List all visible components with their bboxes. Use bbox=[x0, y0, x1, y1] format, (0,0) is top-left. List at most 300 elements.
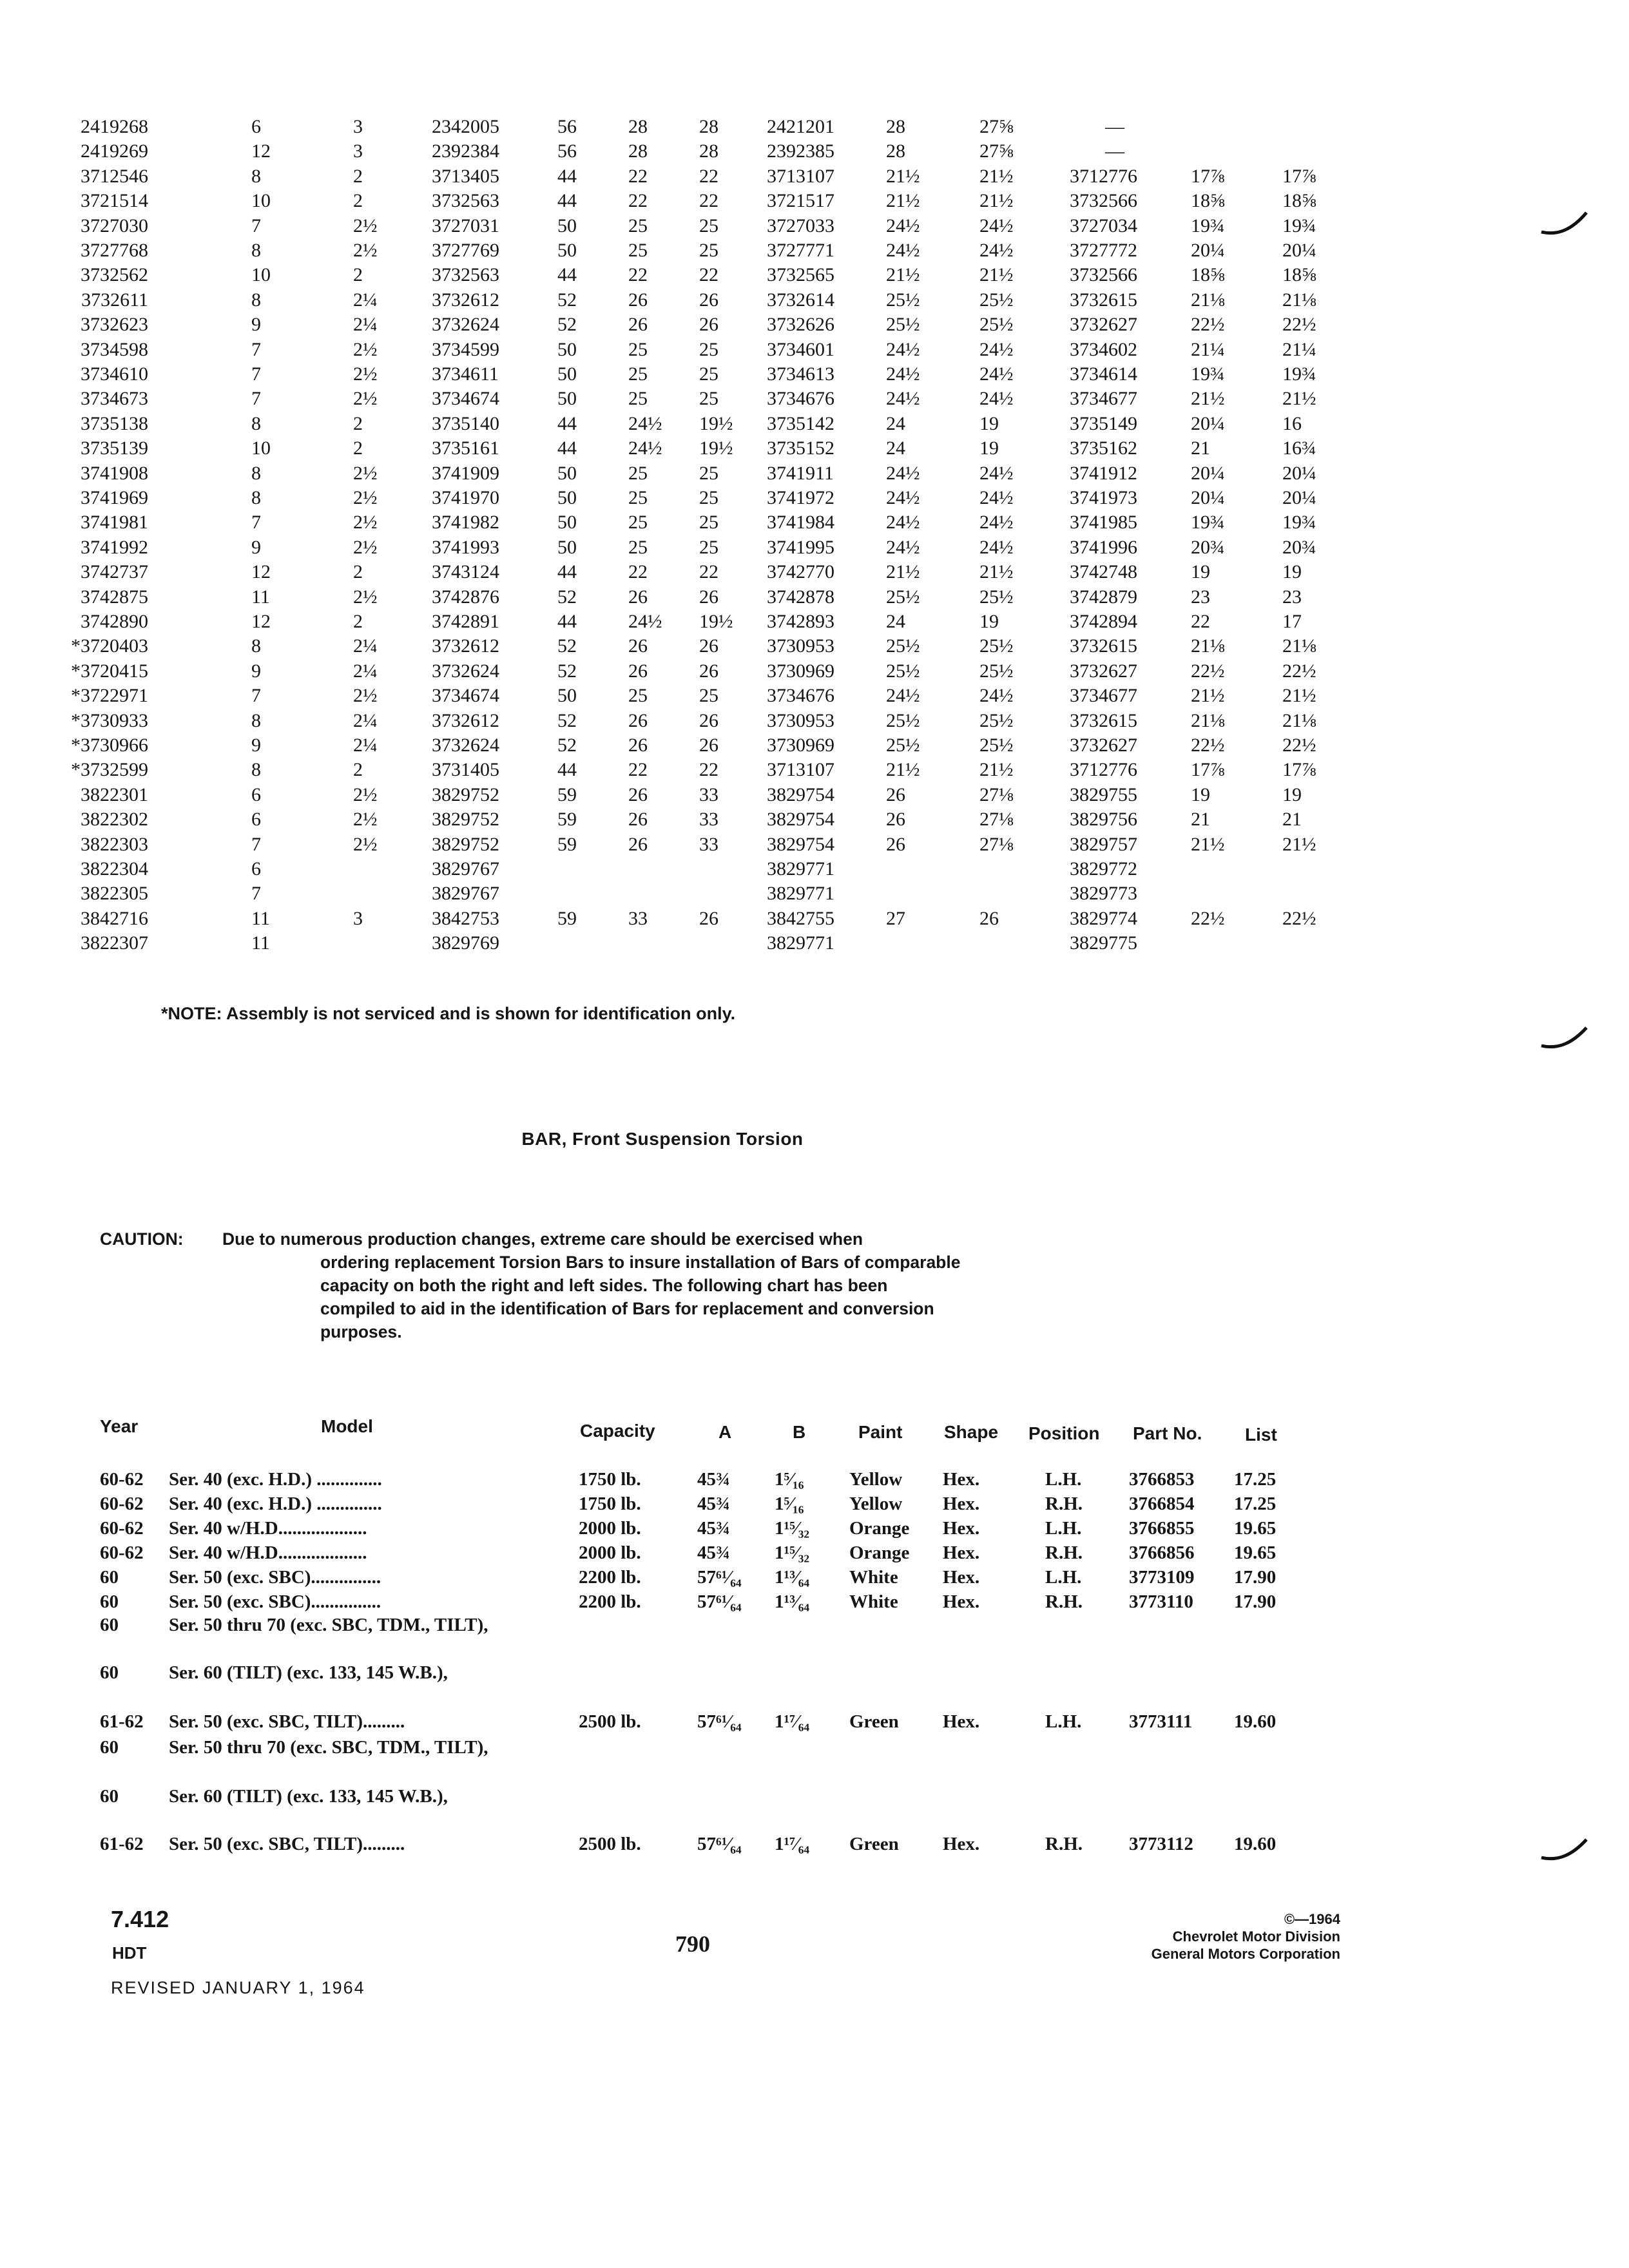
cell-part-no: 3766856 bbox=[1129, 1542, 1195, 1563]
cell-position: L.H. bbox=[1045, 1711, 1082, 1732]
cell-teeth-count: 12 bbox=[251, 611, 271, 632]
cell-d-dim-2: 23 bbox=[1282, 586, 1302, 608]
cell-b-teeth: 52 bbox=[557, 660, 577, 682]
cell-capacity: 2200 lb. bbox=[579, 1591, 641, 1612]
cell-list: 19.60 bbox=[1234, 1711, 1277, 1732]
cell-pitch: 2 bbox=[353, 165, 363, 187]
cell-part-no-b: 3829767 bbox=[432, 883, 499, 905]
cell-part-no-d: 3734614 bbox=[1070, 363, 1137, 385]
cell-dim-a: 57⁶¹⁄₆₄ bbox=[697, 1711, 742, 1732]
cell-dim-b: 1¹⁷⁄₆₄ bbox=[775, 1711, 810, 1732]
cell-paint: Green bbox=[849, 1711, 899, 1732]
cell-c-dim-2: 27⅛ bbox=[979, 783, 1014, 805]
cell-c-dim-2: 24½ bbox=[979, 685, 1014, 707]
cell-part-no-b: 3713405 bbox=[432, 165, 499, 187]
cell-b-dim-1: 24½ bbox=[628, 611, 662, 632]
cell-c-dim-1: 26 bbox=[886, 783, 905, 805]
cell-b-dim-2: 26 bbox=[699, 709, 718, 731]
cell-shape: Hex. bbox=[943, 1518, 980, 1539]
cell-c-dim-2: 25½ bbox=[979, 314, 1014, 336]
cell-pitch: 2 bbox=[353, 437, 363, 459]
cell-c-dim-1: 21½ bbox=[886, 759, 920, 781]
cell-paint: Yellow bbox=[849, 1469, 903, 1490]
cell-part-no-b: 3741982 bbox=[432, 512, 499, 533]
cell-b-dim-2: 19½ bbox=[699, 611, 733, 632]
cell-part-no-d: 3735149 bbox=[1070, 412, 1137, 434]
cell-c-dim-1: 25½ bbox=[886, 635, 920, 657]
cell-part-no-d: 3742748 bbox=[1070, 561, 1137, 583]
cell-part-no-d: 3727772 bbox=[1070, 240, 1137, 261]
cell-b-teeth: 52 bbox=[557, 709, 577, 731]
cell-dim-a: 57⁶¹⁄₆₄ bbox=[697, 1591, 742, 1612]
cell-position: R.H. bbox=[1045, 1542, 1083, 1563]
cell-b-teeth: 50 bbox=[557, 536, 577, 558]
cell-teeth-count: 8 bbox=[251, 487, 261, 508]
cell-d-dim-2: 20¼ bbox=[1282, 240, 1316, 261]
cell-part-no-d: 3741973 bbox=[1070, 487, 1137, 508]
cell-d-dim-1: 21⅛ bbox=[1191, 635, 1225, 657]
cell-teeth-count: 8 bbox=[251, 709, 261, 731]
cell-d-dim-2: 21½ bbox=[1282, 685, 1316, 707]
cell-part-no-b: 3732612 bbox=[432, 635, 499, 657]
cell-model: Ser. 60 (TILT) (exc. 133, 145 W.B.), bbox=[169, 1662, 448, 1683]
cell-d-dim-1: 21½ bbox=[1191, 388, 1225, 410]
cell-paint: Orange bbox=[849, 1542, 910, 1563]
cell-shape: Hex. bbox=[943, 1567, 980, 1588]
cell-b-dim-1: 26 bbox=[628, 735, 648, 756]
revision-date: REVISED JANUARY 1, 1964 bbox=[111, 1978, 365, 1997]
cell-part-no-c: 3741984 bbox=[767, 512, 834, 533]
cell-assembly-part-no: 3741908 bbox=[81, 462, 148, 484]
cell-pitch: 2½ bbox=[353, 363, 378, 385]
cell-part-no-d: 3732627 bbox=[1070, 314, 1137, 336]
cell-b-dim-1: 26 bbox=[628, 809, 648, 831]
cell-part-no-c: 3732565 bbox=[767, 264, 834, 286]
cell-assembly-part-no: 2419269 bbox=[81, 140, 148, 162]
cell-b-teeth: 50 bbox=[557, 388, 577, 410]
cell-b-teeth: 59 bbox=[557, 833, 577, 855]
cell-list: 19.65 bbox=[1234, 1542, 1277, 1563]
cell-c-dim-1: 24½ bbox=[886, 215, 920, 236]
cell-c-dim-2: 24½ bbox=[979, 462, 1014, 484]
cell-b-teeth: 59 bbox=[557, 907, 577, 929]
cell-teeth-count: 9 bbox=[251, 735, 261, 756]
cell-part-no-c: 3730953 bbox=[767, 635, 834, 657]
cell-c-dim-1: 24½ bbox=[886, 536, 920, 558]
cell-part-no-b: 2342005 bbox=[432, 116, 499, 137]
cell-b-dim-2: 26 bbox=[699, 314, 718, 336]
cell-b-dim-2: 22 bbox=[699, 190, 718, 212]
cell-d-dim-1: 21½ bbox=[1191, 833, 1225, 855]
cell-part-no-d: 3732615 bbox=[1070, 289, 1137, 311]
cell-pitch: 2½ bbox=[353, 809, 378, 831]
cell-assembly-part-no: 3822304 bbox=[81, 858, 148, 879]
cell-b-dim-1: 26 bbox=[628, 660, 648, 682]
cell-part-no: 3773112 bbox=[1129, 1834, 1193, 1854]
cell-d-dim-1: 20¼ bbox=[1191, 487, 1225, 508]
cell-part-no-b: 3742891 bbox=[432, 611, 499, 632]
cell-b-dim-2: 19½ bbox=[699, 412, 733, 434]
cell-d-dim-1: 20¼ bbox=[1191, 462, 1225, 484]
cell-pitch: 2¼ bbox=[353, 314, 378, 336]
cell-part-no-c: 3730969 bbox=[767, 735, 834, 756]
cell-part-no-d: 3742879 bbox=[1070, 586, 1137, 608]
cell-part-no-c: 3742893 bbox=[767, 611, 834, 632]
division-name: Chevrolet Motor Division bbox=[1172, 1928, 1340, 1945]
cell-part-no-d: — bbox=[1105, 116, 1124, 137]
cell-dim-a: 45¾ bbox=[697, 1494, 730, 1514]
cell-pitch: 2¼ bbox=[353, 709, 378, 731]
cell-c-dim-2: 25½ bbox=[979, 660, 1014, 682]
cell-c-dim-2: 21½ bbox=[979, 759, 1014, 781]
cell-dim-b: 1⁵⁄₁₆ bbox=[775, 1494, 804, 1514]
cell-assembly-part-no: 3735138 bbox=[81, 412, 148, 434]
cell-b-teeth: 52 bbox=[557, 635, 577, 657]
cell-c-dim-1: 24½ bbox=[886, 363, 920, 385]
cell-b-teeth: 44 bbox=[557, 561, 577, 583]
cell-shape: Hex. bbox=[943, 1591, 980, 1612]
col-header-list: List bbox=[1245, 1425, 1277, 1445]
cell-d-dim-1: 21¼ bbox=[1191, 338, 1225, 360]
cell-assembly-part-no: 3742890 bbox=[81, 611, 148, 632]
cell-b-dim-1: 25 bbox=[628, 338, 648, 360]
cell-c-dim-2: 19 bbox=[979, 611, 999, 632]
cell-list: 17.25 bbox=[1234, 1494, 1277, 1514]
cell-part-no-b: 3732612 bbox=[432, 289, 499, 311]
cell-part-no-c: 3829771 bbox=[767, 883, 834, 905]
cell-pitch: 2½ bbox=[353, 536, 378, 558]
cell-part-no: 3773109 bbox=[1129, 1567, 1195, 1588]
cell-c-dim-2: 19 bbox=[979, 412, 999, 434]
cell-b-dim-2: 28 bbox=[699, 116, 718, 137]
cell-assembly-part-no: 3732623 bbox=[81, 314, 148, 336]
cell-part-no-b: 3743124 bbox=[432, 561, 499, 583]
cell-c-dim-2: 21½ bbox=[979, 190, 1014, 212]
cell-part-no-b: 3732624 bbox=[432, 314, 499, 336]
cell-assembly-part-no: 3732562 bbox=[81, 264, 148, 286]
cell-c-dim-1: 24½ bbox=[886, 240, 920, 261]
cell-part-no-c: 3713107 bbox=[767, 165, 834, 187]
cell-c-dim-1: 24½ bbox=[886, 462, 920, 484]
cell-c-dim-2: 24½ bbox=[979, 487, 1014, 508]
cell-dim-a: 45¾ bbox=[697, 1542, 730, 1563]
cell-d-dim-2: 21½ bbox=[1282, 388, 1316, 410]
cell-part-no-d: 3732627 bbox=[1070, 660, 1137, 682]
cell-part-no-c: 3734676 bbox=[767, 685, 834, 707]
cell-d-dim-1: 20¾ bbox=[1191, 536, 1225, 558]
cell-paint: Orange bbox=[849, 1518, 910, 1539]
cell-part-no-b: 3741970 bbox=[432, 487, 499, 508]
cell-dim-a: 57⁶¹⁄₆₄ bbox=[697, 1834, 742, 1854]
cell-b-dim-2: 25 bbox=[699, 240, 718, 261]
cell-teeth-count: 8 bbox=[251, 412, 261, 434]
cell-assembly-part-no: *3732599 bbox=[71, 759, 148, 781]
cell-part-no-b: 2392384 bbox=[432, 140, 499, 162]
cell-c-dim-1: 24½ bbox=[886, 487, 920, 508]
cell-pitch: 3 bbox=[353, 907, 363, 929]
cell-part-no-c: 3741911 bbox=[767, 462, 834, 484]
cell-c-dim-2: 24½ bbox=[979, 215, 1014, 236]
cell-d-dim-2: 16¾ bbox=[1282, 437, 1316, 459]
cell-teeth-count: 11 bbox=[251, 907, 270, 929]
cell-c-dim-1: 27 bbox=[886, 907, 905, 929]
cell-c-dim-1: 26 bbox=[886, 833, 905, 855]
cell-b-teeth: 52 bbox=[557, 735, 577, 756]
cell-teeth-count: 7 bbox=[251, 363, 261, 385]
cell-part-no: 3766854 bbox=[1129, 1494, 1195, 1514]
cell-b-dim-1: 26 bbox=[628, 314, 648, 336]
cell-d-dim-1: 21⅛ bbox=[1191, 289, 1225, 311]
cell-year: 61-62 bbox=[100, 1711, 144, 1732]
cell-d-dim-1: 18⅝ bbox=[1191, 264, 1225, 286]
cell-teeth-count: 6 bbox=[251, 116, 261, 137]
cell-teeth-count: 6 bbox=[251, 858, 261, 879]
cell-teeth-count: 6 bbox=[251, 809, 261, 831]
cell-dim-b: 1¹³⁄₆₄ bbox=[775, 1567, 810, 1588]
cell-pitch: 2 bbox=[353, 561, 363, 583]
cell-shape: Hex. bbox=[943, 1834, 980, 1854]
cell-teeth-count: 8 bbox=[251, 165, 261, 187]
cell-year: 61-62 bbox=[100, 1834, 144, 1854]
cell-part-no-b: 3734674 bbox=[432, 685, 499, 707]
cell-part-no-c: 3730969 bbox=[767, 660, 834, 682]
cell-year: 60-62 bbox=[100, 1494, 144, 1514]
section-sub: HDT bbox=[112, 1943, 147, 1963]
cell-part-no: 3773110 bbox=[1129, 1591, 1193, 1612]
cell-b-dim-1: 24½ bbox=[628, 412, 662, 434]
cell-part-no-d: 3829772 bbox=[1070, 858, 1137, 879]
cell-c-dim-1: 24 bbox=[886, 437, 905, 459]
cell-b-dim-1: 25 bbox=[628, 462, 648, 484]
caution-line: ordering replacement Torsion Bars to insure installation of Bars of comparable bbox=[320, 1253, 961, 1272]
cell-b-dim-2: 22 bbox=[699, 561, 718, 583]
cell-year: 60-62 bbox=[100, 1518, 144, 1539]
cell-c-dim-2: 19 bbox=[979, 437, 999, 459]
cell-b-teeth: 44 bbox=[557, 264, 577, 286]
cell-shape: Hex. bbox=[943, 1711, 980, 1732]
cell-dim-a: 57⁶¹⁄₆₄ bbox=[697, 1567, 742, 1588]
cell-b-dim-2: 33 bbox=[699, 783, 718, 805]
cell-part-no-d: 3712776 bbox=[1070, 759, 1137, 781]
cell-b-dim-2: 26 bbox=[699, 586, 718, 608]
cell-b-dim-1: 26 bbox=[628, 833, 648, 855]
cell-teeth-count: 11 bbox=[251, 932, 270, 954]
cell-year: 60 bbox=[100, 1662, 119, 1683]
col-header-model: Model bbox=[321, 1416, 373, 1436]
cell-c-dim-1: 28 bbox=[886, 140, 905, 162]
cell-paint: White bbox=[849, 1567, 898, 1588]
cell-list: 17.90 bbox=[1234, 1591, 1277, 1612]
cell-part-no-d: — bbox=[1105, 140, 1124, 162]
cell-part-no-d: 3734677 bbox=[1070, 685, 1137, 707]
cell-shape: Hex. bbox=[943, 1469, 980, 1490]
cell-assembly-part-no: *3722971 bbox=[71, 685, 148, 707]
cell-c-dim-1: 21½ bbox=[886, 264, 920, 286]
cell-part-no-c: 3829754 bbox=[767, 783, 834, 805]
caution-line: Due to numerous production changes, extreme care should be exercised when bbox=[222, 1229, 863, 1249]
cell-position: L.H. bbox=[1045, 1567, 1082, 1588]
cell-b-dim-1: 26 bbox=[628, 709, 648, 731]
cell-part-no-b: 3829769 bbox=[432, 932, 499, 954]
cell-b-dim-1: 26 bbox=[628, 586, 648, 608]
cell-model: Ser. 60 (TILT) (exc. 133, 145 W.B.), bbox=[169, 1786, 448, 1807]
cell-part-no-d: 3732615 bbox=[1070, 709, 1137, 731]
cell-part-no-b: 3734674 bbox=[432, 388, 499, 410]
cell-dim-b: 1⁵⁄₁₆ bbox=[775, 1469, 804, 1490]
cell-d-dim-2: 21 bbox=[1282, 809, 1302, 831]
cell-b-dim-2: 26 bbox=[699, 735, 718, 756]
cell-position: L.H. bbox=[1045, 1469, 1082, 1490]
cell-part-no-c: 3727771 bbox=[767, 240, 834, 261]
cell-paint: Yellow bbox=[849, 1494, 903, 1514]
cell-part-no-b: 3829752 bbox=[432, 783, 499, 805]
cell-assembly-part-no: 3734673 bbox=[81, 388, 148, 410]
cell-part-no-b: 3727769 bbox=[432, 240, 499, 261]
cell-b-teeth: 52 bbox=[557, 289, 577, 311]
cell-d-dim-1: 18⅝ bbox=[1191, 190, 1225, 212]
cell-b-dim-2: 25 bbox=[699, 685, 718, 707]
cell-part-no-c: 3735152 bbox=[767, 437, 834, 459]
cell-b-teeth: 44 bbox=[557, 190, 577, 212]
binder-mark-icon bbox=[1539, 1833, 1590, 1872]
cell-pitch: 2½ bbox=[353, 512, 378, 533]
cell-pitch: 2 bbox=[353, 759, 363, 781]
cell-assembly-part-no: 2419268 bbox=[81, 116, 148, 137]
cell-pitch: 2½ bbox=[353, 240, 378, 261]
cell-b-dim-2: 25 bbox=[699, 388, 718, 410]
cell-teeth-count: 7 bbox=[251, 883, 261, 905]
cell-teeth-count: 7 bbox=[251, 215, 261, 236]
cell-b-dim-1: 25 bbox=[628, 487, 648, 508]
footnote: *NOTE: Assembly is not serviced and is shown for identification only. bbox=[161, 1004, 736, 1023]
cell-paint: White bbox=[849, 1591, 898, 1612]
cell-teeth-count: 12 bbox=[251, 561, 271, 583]
cell-b-dim-2: 22 bbox=[699, 165, 718, 187]
cell-b-teeth: 52 bbox=[557, 314, 577, 336]
cell-d-dim-1: 17⅞ bbox=[1191, 759, 1225, 781]
cell-part-no-c: 3742770 bbox=[767, 561, 834, 583]
cell-b-dim-1: 26 bbox=[628, 289, 648, 311]
cell-b-teeth: 50 bbox=[557, 215, 577, 236]
cell-b-dim-1: 24½ bbox=[628, 437, 662, 459]
cell-b-teeth: 50 bbox=[557, 685, 577, 707]
caution-text bbox=[222, 1227, 1176, 1343]
cell-c-dim-2: 27⅝ bbox=[979, 116, 1014, 137]
cell-b-dim-1: 22 bbox=[628, 165, 648, 187]
cell-b-teeth: 44 bbox=[557, 412, 577, 434]
cell-assembly-part-no: 3741981 bbox=[81, 512, 148, 533]
cell-b-dim-1: 28 bbox=[628, 116, 648, 137]
cell-pitch: 2½ bbox=[353, 685, 378, 707]
cell-pitch: 2 bbox=[353, 190, 363, 212]
cell-d-dim-2: 17⅞ bbox=[1282, 759, 1316, 781]
cell-d-dim-1: 23 bbox=[1191, 586, 1210, 608]
cell-pitch: 2¼ bbox=[353, 289, 378, 311]
cell-b-dim-2: 25 bbox=[699, 536, 718, 558]
col-header-year: Year bbox=[100, 1416, 139, 1436]
cell-part-no-b: 3734611 bbox=[432, 363, 499, 385]
cell-model: Ser. 50 (exc. SBC)............... bbox=[169, 1567, 381, 1588]
cell-part-no-c: 3742878 bbox=[767, 586, 834, 608]
cell-part-no-c: 2392385 bbox=[767, 140, 834, 162]
cell-teeth-count: 8 bbox=[251, 635, 261, 657]
cell-part-no-d: 3829775 bbox=[1070, 932, 1137, 954]
cell-year: 60 bbox=[100, 1786, 119, 1807]
cell-d-dim-2: 17⅞ bbox=[1282, 165, 1316, 187]
cell-b-dim-2: 25 bbox=[699, 512, 718, 533]
cell-assembly-part-no: 3732611 bbox=[81, 289, 148, 311]
col-header-position: Position bbox=[1028, 1423, 1100, 1443]
cell-d-dim-1: 19 bbox=[1191, 561, 1210, 583]
cell-pitch: 2½ bbox=[353, 487, 378, 508]
cell-b-dim-2: 25 bbox=[699, 462, 718, 484]
cell-d-dim-2: 18⅝ bbox=[1282, 264, 1316, 286]
cell-d-dim-2: 19¾ bbox=[1282, 363, 1316, 385]
cell-c-dim-2: 27⅛ bbox=[979, 809, 1014, 831]
cell-part-no-b: 3732624 bbox=[432, 660, 499, 682]
cell-d-dim-1: 21½ bbox=[1191, 685, 1225, 707]
cell-b-dim-1: 25 bbox=[628, 215, 648, 236]
cell-d-dim-1: 19¾ bbox=[1191, 363, 1225, 385]
cell-assembly-part-no: 3742737 bbox=[81, 561, 148, 583]
cell-d-dim-2: 22½ bbox=[1282, 907, 1316, 929]
cell-part-no-b: 3829767 bbox=[432, 858, 499, 879]
cell-part-no-d: 3741996 bbox=[1070, 536, 1137, 558]
cell-b-dim-2: 22 bbox=[699, 264, 718, 286]
cell-pitch: 3 bbox=[353, 116, 363, 137]
cell-b-dim-2: 25 bbox=[699, 215, 718, 236]
cell-pitch: 2¼ bbox=[353, 735, 378, 756]
cell-part-no-d: 3741985 bbox=[1070, 512, 1137, 533]
cell-part-no: 3766853 bbox=[1129, 1469, 1195, 1490]
cell-model: Ser. 50 thru 70 (exc. SBC, TDM., TILT), bbox=[169, 1737, 488, 1758]
cell-teeth-count: 9 bbox=[251, 660, 261, 682]
cell-assembly-part-no: *3720415 bbox=[71, 660, 148, 682]
cell-d-dim-2: 22½ bbox=[1282, 314, 1316, 336]
cell-b-teeth: 50 bbox=[557, 512, 577, 533]
cell-teeth-count: 7 bbox=[251, 512, 261, 533]
cell-assembly-part-no: 3742875 bbox=[81, 586, 148, 608]
cell-b-dim-2: 26 bbox=[699, 635, 718, 657]
cell-assembly-part-no: 3822303 bbox=[81, 833, 148, 855]
cell-dim-b: 1¹⁷⁄₆₄ bbox=[775, 1834, 810, 1854]
cell-assembly-part-no: 3734598 bbox=[81, 338, 148, 360]
cell-teeth-count: 10 bbox=[251, 437, 271, 459]
cell-b-dim-1: 25 bbox=[628, 388, 648, 410]
cell-pitch: 2½ bbox=[353, 462, 378, 484]
cell-teeth-count: 8 bbox=[251, 759, 261, 781]
cell-b-teeth: 59 bbox=[557, 783, 577, 805]
cell-d-dim-1: 19¾ bbox=[1191, 512, 1225, 533]
cell-d-dim-2: 17 bbox=[1282, 611, 1302, 632]
cell-b-teeth: 56 bbox=[557, 116, 577, 137]
cell-b-dim-1: 22 bbox=[628, 190, 648, 212]
col-header-b: B bbox=[793, 1422, 806, 1442]
cell-dim-a: 45¾ bbox=[697, 1518, 730, 1539]
cell-c-dim-1: 25½ bbox=[886, 586, 920, 608]
cell-teeth-count: 12 bbox=[251, 140, 271, 162]
cell-d-dim-2: 22½ bbox=[1282, 660, 1316, 682]
cell-b-dim-1: 25 bbox=[628, 240, 648, 261]
cell-d-dim-2: 20¼ bbox=[1282, 487, 1316, 508]
cell-part-no-d: 3734602 bbox=[1070, 338, 1137, 360]
cell-c-dim-1: 25½ bbox=[886, 709, 920, 731]
cell-c-dim-2: 21½ bbox=[979, 561, 1014, 583]
cell-dim-b: 1¹³⁄₆₄ bbox=[775, 1591, 810, 1612]
cell-part-no-b: 3742876 bbox=[432, 586, 499, 608]
col-header-part-no: Part No. bbox=[1133, 1423, 1202, 1443]
cell-assembly-part-no: 3741992 bbox=[81, 536, 148, 558]
